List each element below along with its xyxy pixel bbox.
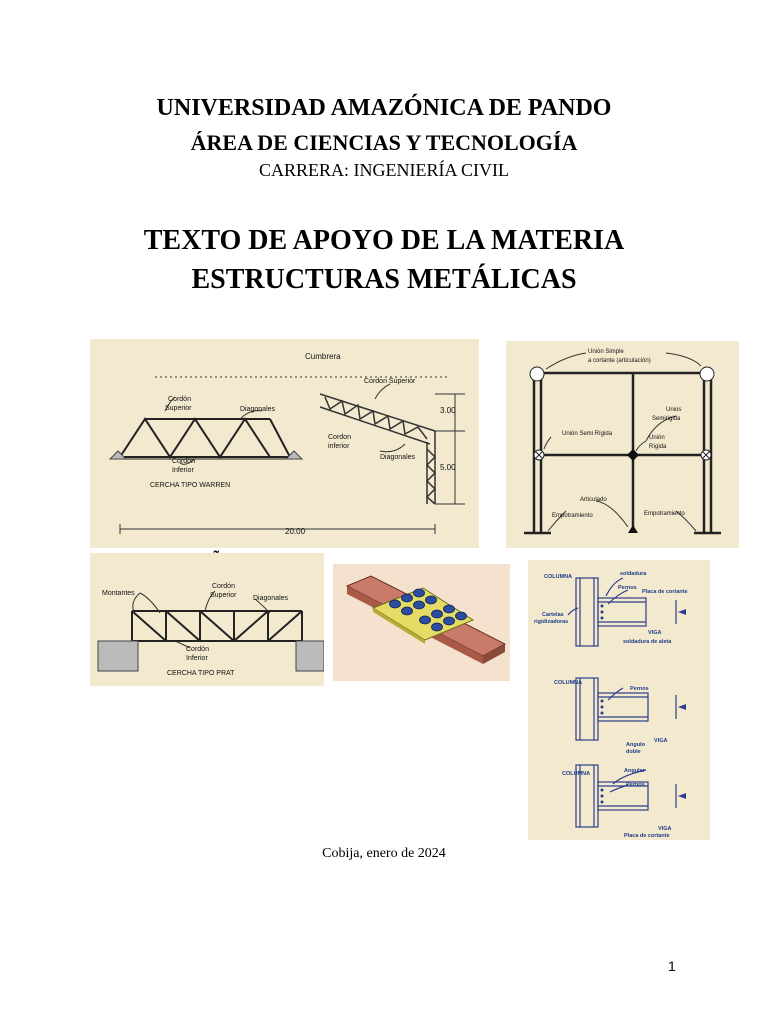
label-montantes: Montantes [102,590,135,597]
place-date: Cobija, enero de 2024 [322,846,446,861]
label-empotramiento-right: Empotramiento [644,511,685,517]
beam-column-connections-figure [528,560,710,840]
career-name: CARRERA: INGENIERÍA CIVIL [259,160,509,180]
label-cordon-superior-2: Cordon Superior [364,378,416,385]
d2-label-angulo-a: Angulo [626,742,645,748]
label-union-semirigida-a: Unios [666,407,682,413]
d2-label-columna: COLUMNA [554,680,583,686]
d3-label-placa: Placa de cortante [624,833,670,839]
label-union-simple-a: Unión Simple [588,349,624,355]
d2-label-angulo-b: doble [626,749,641,755]
label-cordon-inferior-b: Inferior [172,467,194,474]
university-name: UNIVERSIDAD AMAZÓNICA DE PANDO [156,95,612,121]
label-cumbrera: Cumbrera [305,352,341,361]
d1-label-placa: Placa de cortante [642,589,688,595]
page-number: 1 [668,958,676,974]
label-diagonales-2: Diagonales [380,454,416,461]
d1-label-soldadura-aleta: soldadura de aleta [623,639,672,645]
label-union-semi-rigida: Unión Semi Rígida [562,431,613,437]
label-union-rigida-a: Unión [649,435,665,441]
d1-label-cartelas-a: Cartelas [542,612,564,618]
dimension-20: 20.00 [285,527,306,536]
d1-label-pernos: Pernos [618,585,637,591]
label-cordon-superior-b: Superior [165,405,192,412]
d2-label-pernos: Pernos [630,686,649,692]
label-pratt-cordon-superior-a: Cordón [212,583,235,590]
label-pratt-cordon-inferior-b: Inferior [186,655,208,662]
document-title-line1: TEXTO DE APOYO DE LA MATERIA [143,225,625,256]
pratt-truss-figure [90,553,324,686]
label-pratt-cordon-inferior-a: Cordón [186,646,209,653]
d3-label-viga: VIGA [658,826,672,832]
label-union-simple-b: a cortante (articulación) [588,358,651,364]
label-pratt-cordon-superior-b: Superior [210,592,237,599]
label-union-semirigida-b: Semirigida [652,416,681,422]
d2-label-viga: VIGA [654,738,668,744]
label-union-rigida-b: Rígida [649,444,667,450]
area-name: ÁREA DE CIENCIAS Y TECNOLOGÍA [190,130,578,155]
d1-label-viga: VIGA [648,630,662,636]
d1-label-cartelas-b: rigidizadoras [534,619,569,625]
label-empotramiento-left: Empotramiento [552,513,593,519]
label-articulado: Articulado [580,497,607,503]
d3-label-pernos: Pernos [626,782,645,788]
label-diagonales: Diagonales [240,406,276,413]
pratt-caption: CERCHA TIPO PRAT [167,670,235,677]
label-cordon-inferior-a: Cordón [172,458,195,465]
d3-label-columna: COLUMNA [562,771,591,777]
d3-label-angular: Angular [624,768,645,774]
dimension-3: 3.00 [440,406,456,415]
warren-caption: CERCHA TIPO WARREN [150,482,231,489]
document-title-line2: ESTRUCTURAS METÁLICAS [191,264,577,295]
frame-connections-figure [506,341,739,548]
label-cordon-superior-a: Cordón [168,396,191,403]
bolted-splice-figure [333,564,510,681]
label-pratt-diagonales: Diagonales [253,595,289,602]
d1-label-columna: COLUMNA [544,574,573,580]
warren-truss-figure [90,339,479,548]
dimension-5: 5.00 [440,463,456,472]
label-cordon-inferior-2b: inferior [328,443,350,450]
label-cordon-inferior-2a: Cordon [328,434,351,441]
d1-label-soldadura: soldadura [620,571,647,577]
